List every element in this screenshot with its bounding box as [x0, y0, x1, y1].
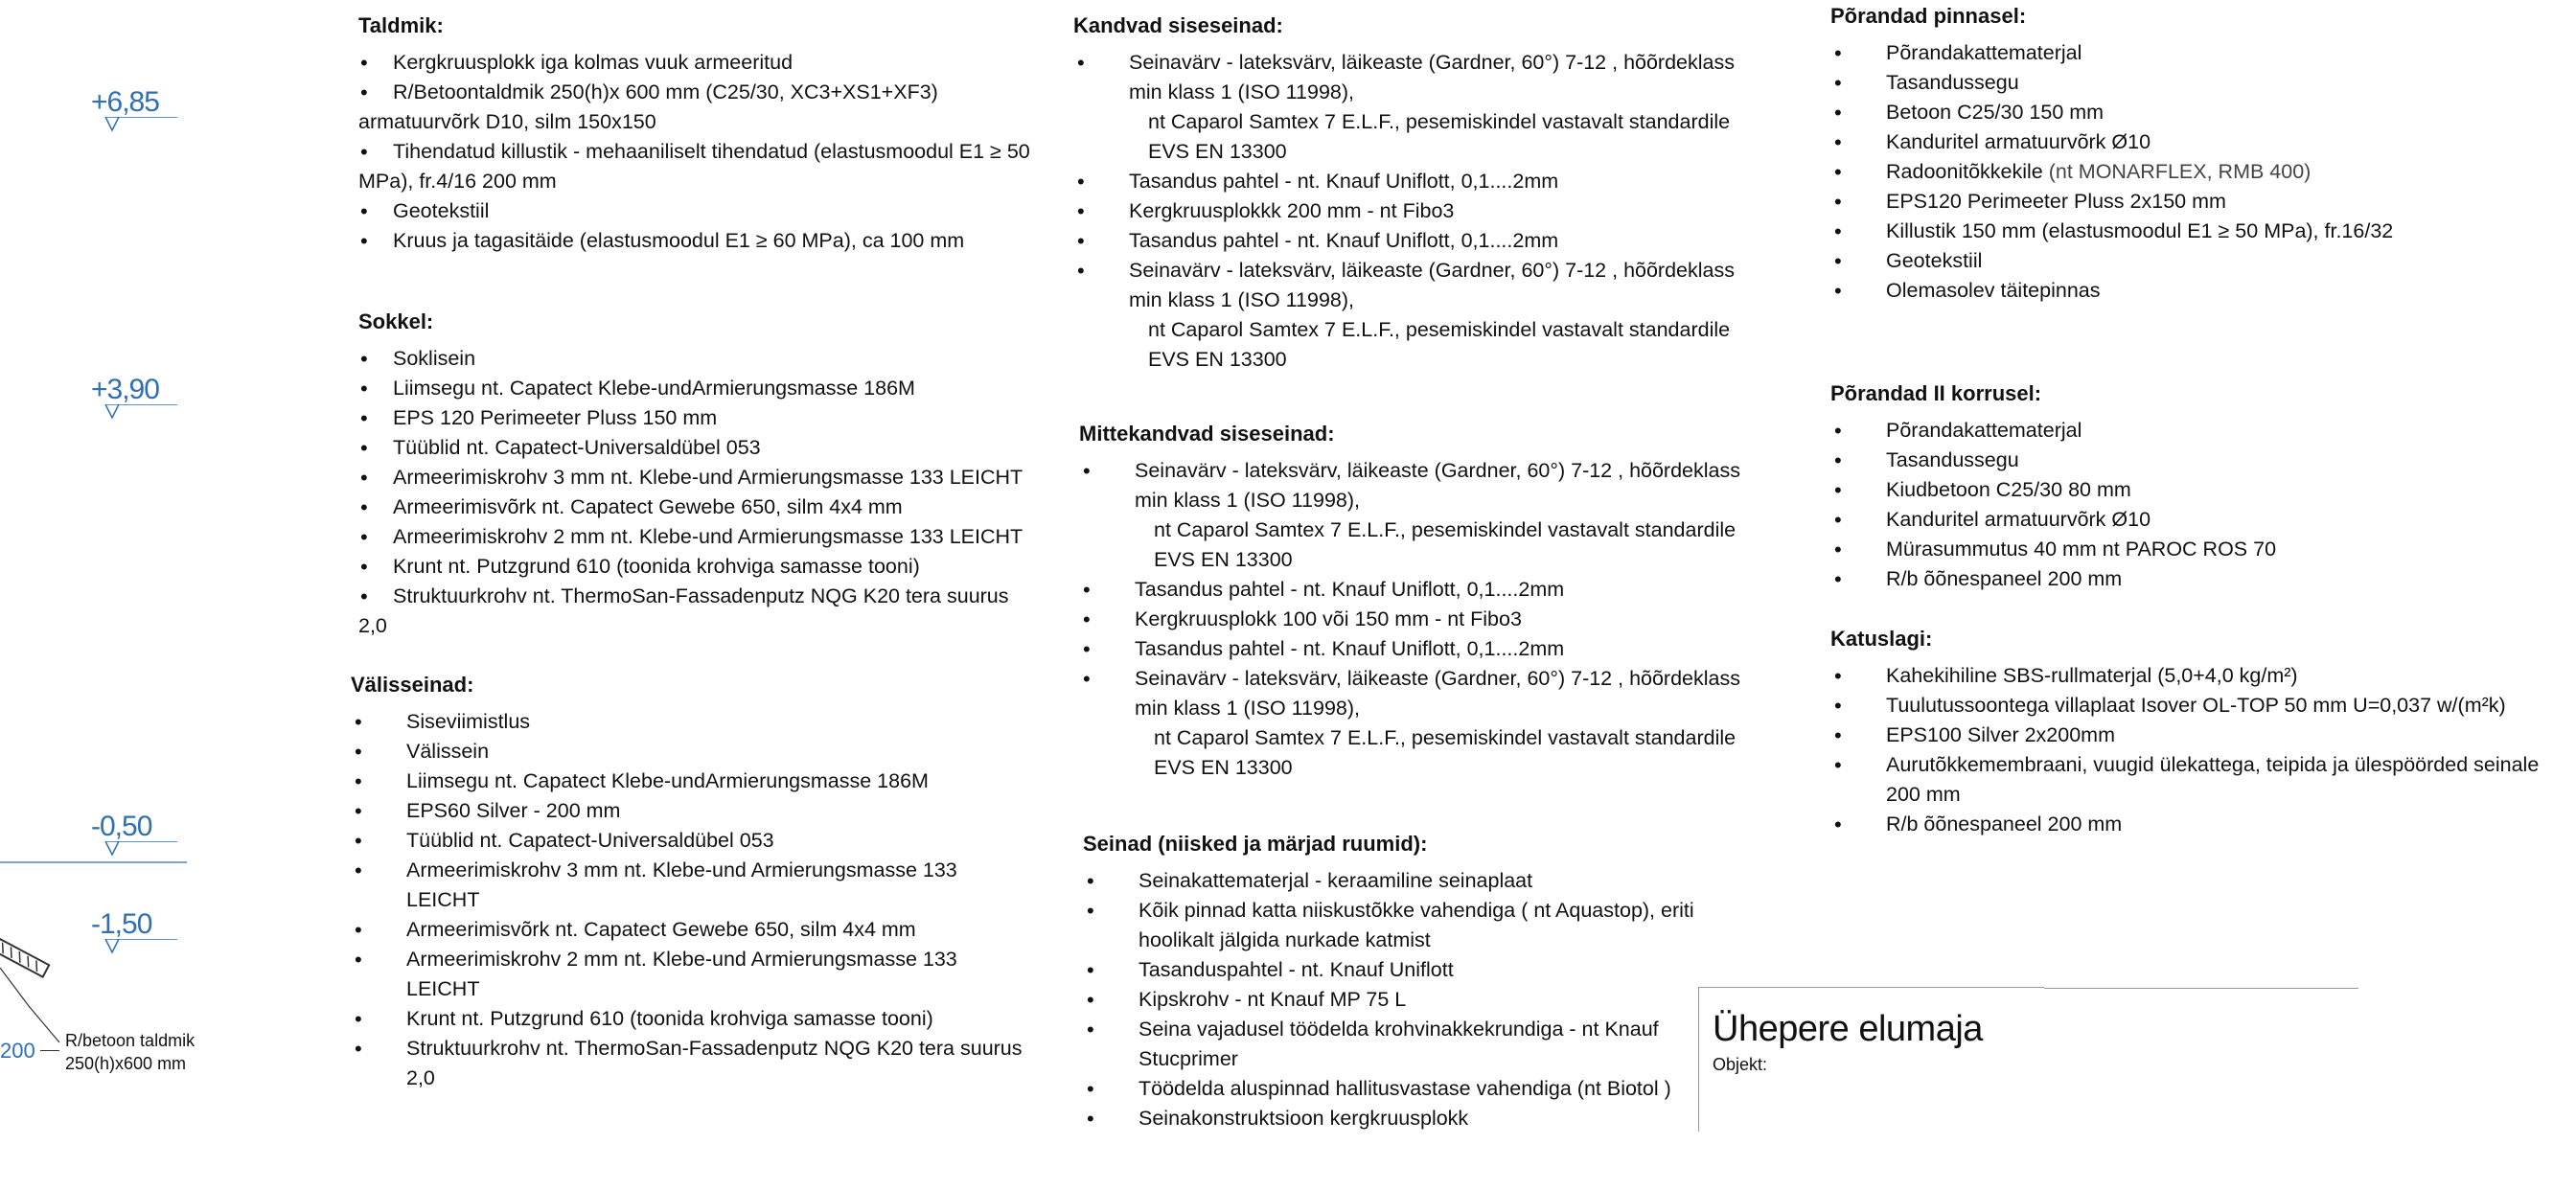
section-drawing-fragment — [0, 834, 192, 1044]
item-text: Seinavärv - lateksvärv, läikeaste (Gardner, 60°) 7-12 , hõõrdeklass — [1129, 51, 1735, 74]
list-item: • Krunt nt. Putzgrund 610 (toonida krohviga samasse tooni) — [351, 1004, 1041, 1034]
item-continuation: nt Caparol Samtex 7 E.L.F., pesemiskindel vastavalt standardile — [1154, 518, 1736, 541]
level-marker — [91, 376, 159, 404]
list-item: • Kergkruusplokk 100 või 150 mm - nt Fibo3 — [1079, 605, 1769, 634]
list-item: • EPS 120 Perimeeter Pluss 150 mm — [358, 403, 1048, 433]
list-item: • Armeerimisvõrk nt. Capatect Gewebe 650, silm 4x4 mm — [358, 492, 1048, 522]
list-item: • Mürasummutus 40 mm nt PAROC ROS 70 — [1830, 535, 2559, 564]
sokkel-section — [358, 309, 1048, 641]
list-item: • Killustik 150 mm (elastusmoodul E1 ≥ 50 MPa), fr.16/32 — [1830, 217, 2559, 246]
mittekandvad-section — [1079, 422, 1769, 783]
list-item: • Soklisein — [358, 344, 1048, 374]
list-item: • Tasandus pahtel - nt. Knauf Uniflott, 0,1....2mm — [1073, 226, 1763, 256]
list-item: • Krunt nt. Putzgrund 610 (toonida krohviga samasse tooni) — [358, 552, 1048, 582]
list-item — [1830, 750, 2559, 810]
level-value: -0,50 — [91, 811, 152, 842]
taldmik-section — [358, 13, 1048, 256]
section-title: Põrandad pinnasel: — [1830, 4, 2027, 28]
list-item: • Liimsegu nt. Capatect Klebe-undArmierungsmasse 186M — [358, 374, 1048, 403]
list-item: • Põrandakattematerjal — [1830, 416, 2559, 446]
item-continuation: min klass 1 (ISO 11998), — [1129, 288, 1354, 311]
list-item: • Tasandus pahtel - nt. Knauf Uniflott, 0,1....2mm — [1079, 575, 1769, 605]
section-title: Taldmik: — [358, 13, 444, 37]
item-text: Seinavärv - lateksvärv, läikeaste (Gardner, 60°) 7-12 , hõõrdeklass — [1135, 667, 1740, 690]
list-item: • Armeerimiskrohv 2 mm nt. Klebe-und Armierungsmasse 133 LEICHT — [358, 522, 1048, 552]
list-item: • Põrandakattematerjal — [1830, 38, 2559, 68]
item-continuation: EVS EN 13300 — [1148, 140, 1287, 163]
item-text: Kõik pinnad katta niiskustõkke vahendiga ( nt Aquastop), eriti — [1138, 899, 1694, 922]
list-continuation: armatuurvõrk D10, silm 150x150 — [358, 110, 656, 133]
item-note: (nt MONARFLEX, RMB 400) — [2048, 160, 2312, 183]
list-item: • Tuulutussoontega villaplaat Isover OL-TOP 50 mm U=0,037 w/(m²k) — [1830, 691, 2559, 721]
katuslagi-section — [1830, 627, 2559, 839]
list-item — [351, 1034, 1041, 1093]
label-line: 250(h)x600 mm — [65, 1054, 187, 1073]
list-item: • Armeerimisvõrk nt. Capatect Gewebe 650, silm 4x4 mm — [351, 915, 1041, 945]
section-title: Põrandad II korrusel: — [1830, 381, 2042, 405]
list-item — [351, 856, 1041, 915]
level-marker — [91, 88, 159, 117]
item-continuation: nt Caparol Samtex 7 E.L.F., pesemiskindel vastavalt standardile — [1154, 726, 1736, 749]
section-title: Mittekandvad siseseinad: — [1079, 422, 1335, 446]
list-item: • Kahekihiline SBS-rullmaterjal (5,0+4,0 kg/m²) — [1830, 661, 2559, 691]
list-item: • Tasandussegu — [1830, 446, 2559, 475]
item-text: Seinavärv - lateksvärv, läikeaste (Gardner, 60°) 7-12 , hõõrdeklass — [1135, 459, 1740, 482]
list-item: • Tüüblid nt. Capatect-Universaldübel 053 — [358, 433, 1048, 463]
dimension-text: 200 — [0, 1039, 35, 1063]
item-text: Aurutõkkemembraani, vuugid ülekattega, teipida ja ülespöörded seinale — [1886, 753, 2540, 776]
list-item — [351, 945, 1041, 1004]
list-item: • Välissein — [351, 737, 1041, 767]
level-triangle-icon — [62, 117, 196, 136]
item-continuation: Stucprimer — [1138, 1047, 1238, 1070]
list-item: • Kruus ja tagasitäide (elastusmoodul E1 ≥ 60 MPa), ca 100 mm — [358, 226, 1048, 256]
item-text: Seinavärv - lateksvärv, läikeaste (Gardner, 60°) 7-12 , hõõrdeklass — [1129, 259, 1735, 282]
list-item: • Siseviimistlus — [351, 707, 1041, 737]
level-value: +6,85 — [91, 86, 159, 118]
porandad-ii-section — [1830, 381, 2559, 594]
list-item: • Tasanduspahtel - nt. Knauf Uniflott — [1083, 955, 1696, 985]
list-item: • Seinakonstruktsioon kergkruusplokk — [1083, 1104, 1696, 1133]
list-item: • R/b õõnespaneel 200 mm — [1830, 810, 2559, 839]
list-item: • EPS100 Silver 2x200mm — [1830, 721, 2559, 750]
list-item: • Geotekstiil — [358, 196, 1048, 226]
item-continuation: 200 mm — [1886, 783, 1961, 806]
item-continuation: 2,0 — [406, 1066, 435, 1089]
level-triangle-icon — [62, 404, 196, 423]
kandvad-section — [1073, 13, 1763, 375]
title-block-border — [2044, 988, 2358, 989]
item-continuation: LEICHT — [406, 977, 480, 1000]
section-title: Seinad (niisked ja märjad ruumid): — [1083, 832, 1428, 856]
item-continuation: min klass 1 (ISO 11998), — [1129, 80, 1354, 103]
section-title: Välisseinad: — [351, 673, 474, 697]
list-item: • Kergkruusplokk iga kolmas vuuk armeeritud — [358, 48, 1048, 78]
list-item: • Töödelda aluspinnad hallitusvastase vahendiga (nt Biotol ) — [1083, 1074, 1696, 1104]
valisseinad-section — [351, 673, 1041, 1093]
item-continuation: min klass 1 (ISO 11998), — [1135, 489, 1360, 512]
section-title: Sokkel: — [358, 309, 434, 333]
list-item: • Olemasolev täitepinnas — [1830, 276, 2559, 306]
level-value: +3,90 — [91, 374, 159, 405]
list-item — [1830, 157, 2559, 187]
list-item: • Kergkruusplokkk 200 mm - nt Fibo3 — [1073, 196, 1763, 226]
item-continuation: LEICHT — [406, 888, 480, 911]
list-item: • Tihendatud killustik - mehaaniliselt tihendatud (elastusmoodul E1 ≥ 50 — [358, 137, 1048, 167]
list-item — [1079, 664, 1769, 783]
title-block — [1698, 987, 2044, 1132]
section-title: Katuslagi: — [1830, 627, 1933, 651]
list-item: • Tasandussegu — [1830, 68, 2559, 98]
list-item: • Tasandus pahtel - nt. Knauf Uniflott, 0,1....2mm — [1073, 167, 1763, 196]
list-item: • Armeerimiskrohv 3 mm nt. Klebe-und Armierungsmasse 133 LEICHT — [358, 463, 1048, 492]
list-item: • EPS60 Silver - 200 mm — [351, 796, 1041, 826]
list-item — [1083, 1015, 1696, 1074]
list-item: • Betoon C25/30 150 mm — [1830, 98, 2559, 127]
list-item — [1079, 456, 1769, 575]
drawing-label — [65, 1029, 195, 1075]
item-continuation: min klass 1 (ISO 11998), — [1135, 697, 1360, 720]
list-item: • Geotekstiil — [1830, 246, 2559, 276]
list-item: • Struktuurkrohv nt. ThermoSan-Fassadenputz NQG K20 tera suurus — [358, 582, 1048, 611]
item-continuation: EVS EN 13300 — [1154, 548, 1293, 571]
object-label: Objekt: — [1713, 1055, 1768, 1074]
project-name: Ühepere elumaja — [1713, 1009, 1983, 1049]
list-item: • Tasandus pahtel - nt. Knauf Uniflott, 0,1....2mm — [1079, 634, 1769, 664]
list-item: • R/b õõnespaneel 200 mm — [1830, 564, 2559, 594]
item-continuation: nt Caparol Samtex 7 E.L.F., pesemiskindel vastavalt standardile — [1148, 110, 1731, 133]
level-value: -1,50 — [91, 908, 152, 940]
item-continuation: EVS EN 13300 — [1154, 756, 1293, 779]
item-continuation: hoolikalt jälgida nurkade katmist — [1138, 928, 1431, 951]
list-continuation: 2,0 — [358, 614, 387, 637]
list-item: • Seinakattematerjal - keraamiline seinaplaat — [1083, 866, 1696, 896]
list-item — [1073, 256, 1763, 375]
list-item: • Kanduritel armatuurvõrk Ø10 — [1830, 505, 2559, 535]
item-continuation: nt Caparol Samtex 7 E.L.F., pesemiskindel vastavalt standardile — [1148, 318, 1731, 341]
item-continuation: EVS EN 13300 — [1148, 348, 1287, 371]
list-item: • EPS120 Perimeeter Pluss 2x150 mm — [1830, 187, 2559, 217]
porandad-pinnasel-section — [1830, 4, 2559, 306]
list-continuation: MPa), fr.4/16 200 mm — [358, 170, 557, 193]
list-item: • Kipskrohv - nt Knauf MP 75 L — [1083, 985, 1696, 1015]
list-item: • Liimsegu nt. Capatect Klebe-undArmierungsmasse 186M — [351, 767, 1041, 796]
section-title: Kandvad siseseinad: — [1073, 13, 1283, 37]
list-item — [1073, 48, 1763, 167]
item-text: Armeerimiskrohv 2 mm nt. Klebe-und Armierungsmasse 133 — [406, 948, 957, 971]
list-item — [1083, 896, 1696, 955]
list-item: • Kanduritel armatuurvõrk Ø10 — [1830, 127, 2559, 157]
list-item: • R/Betoontaldmik 250(h)x 600 mm (C25/30, XC3+XS1+XF3) — [358, 78, 1048, 107]
seinad-niisked-section — [1083, 832, 1696, 1133]
dimension-line — [40, 1050, 59, 1051]
item-text: Seina vajadusel töödelda krohvinakkekrundiga - nt Knauf — [1138, 1018, 1659, 1041]
item-text: Radoonitõkkekile — [1886, 160, 2043, 183]
item-text: Struktuurkrohv nt. ThermoSan-Fassadenputz NQG K20 tera suurus — [406, 1037, 1023, 1060]
label-line: R/betoon taldmik — [65, 1031, 196, 1050]
item-text: Armeerimiskrohv 3 mm nt. Klebe-und Armierungsmasse 133 — [406, 858, 957, 881]
list-item: • Tüüblid nt. Capatect-Universaldübel 053 — [351, 826, 1041, 856]
list-item: • Kiudbetoon C25/30 80 mm — [1830, 475, 2559, 505]
